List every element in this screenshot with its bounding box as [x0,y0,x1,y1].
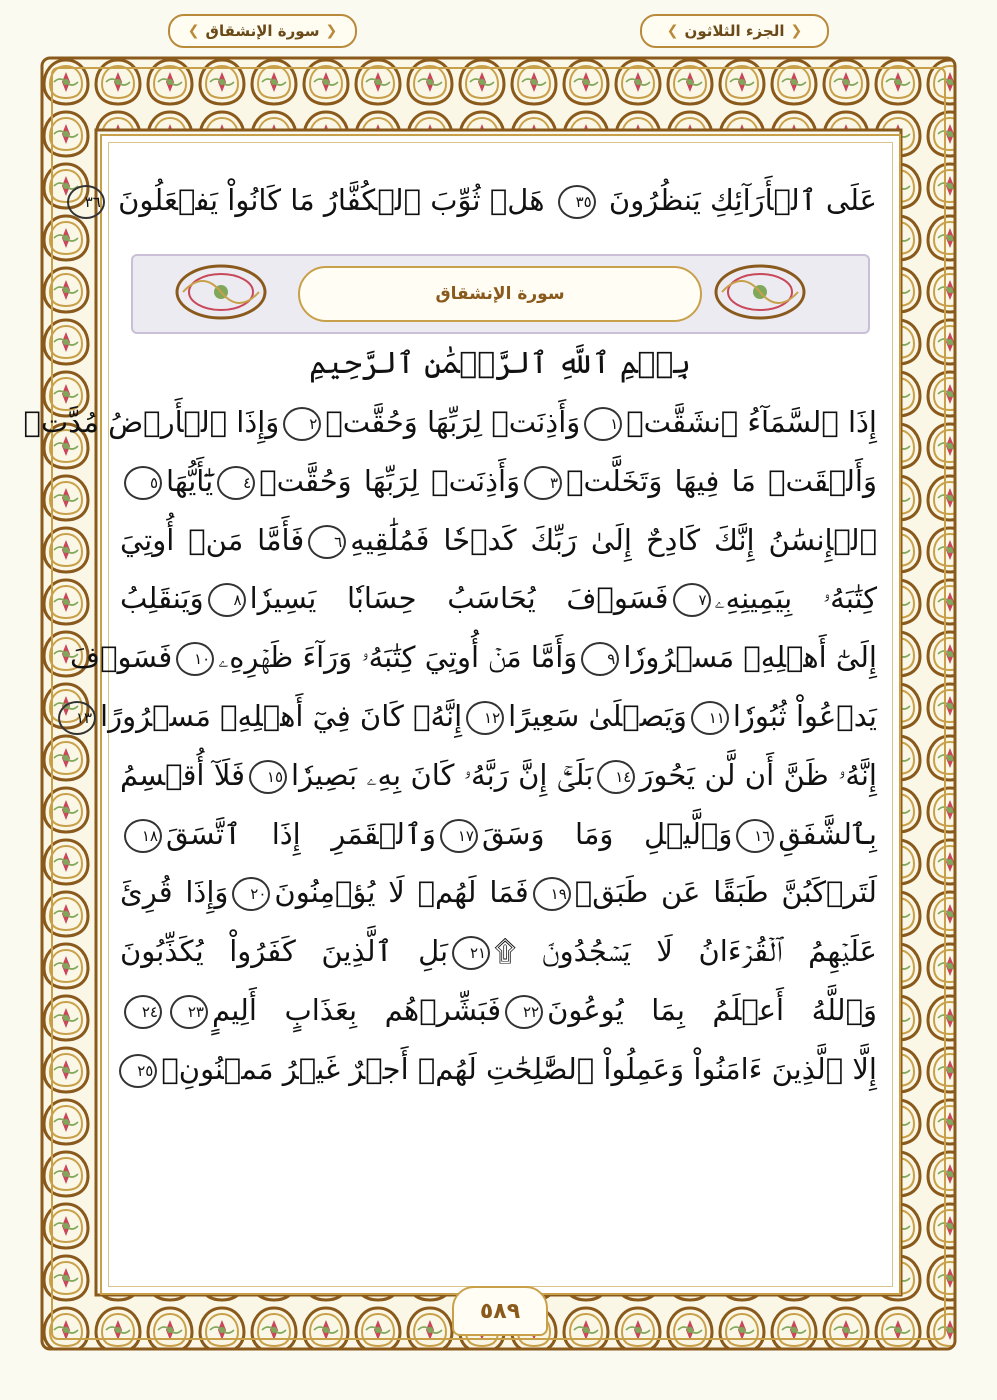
ayah-number-marker: ٩ [581,642,619,676]
verse-line [120,451,877,511]
floral-ornament-icon [712,262,808,322]
verse-text: وَإِذَا ٱلۡأَرۡضُ مُدَّتۡ [23,405,280,439]
verse-text: هَلۡ ثُوِّبَ ٱلۡكُفَّارُ مَا كَانُواْ يَفۡعَلُونَ [118,183,545,217]
ayah-number-marker: ٤ [217,466,255,500]
ayah-number-marker: ٨ [208,583,246,617]
verse-text: ٱلۡإِنسَٰنُ إِنَّكَ كَادِحٌ إِلَىٰ رَبِّكَ كَدۡحٗا فَمُلَٰقِيهِ [350,522,878,557]
curl-ornament-icon: ❮ [187,23,200,39]
verse-text: وَأَمَّا مَنۡ أُوتِيَ كِتَٰبَهُۥ وَرَآءَ ظَهۡرِهِۦ [218,640,578,675]
surah-title: سورة الإنشقاق [435,284,565,304]
verse-text: فَسَوۡفَ يُحَاسَبُ حِسَابٗا يَسِيرٗا [249,581,669,616]
verse-text: يَدۡعُواْ ثُبُورٗا [732,699,877,733]
ayah-number-marker: ٢٥ [119,1054,157,1088]
ayah-number-marker: ٢٤ [124,995,162,1029]
verse-line [120,1039,877,1099]
ayah-number-marker: ١٠ [176,642,214,676]
verse-text: وَأَذِنَتۡ لِرَبِّهَا وَحُقَّتۡ [325,405,581,439]
ayah-number-marker: ١٩ [533,877,571,911]
curl-ornament-icon: ❯ [790,23,803,39]
verse-line [120,510,877,570]
top-verse-line [84,170,877,230]
verse-line [120,980,877,1040]
curl-ornament-icon: ❮ [666,23,679,39]
ayah-number-marker: ٥ [124,466,162,500]
verse-text: بَلِ ٱلَّذِينَ كَفَرُواْ يُكَذِّبُونَ [120,934,449,969]
ayah-number-marker: ٢١ [452,936,490,970]
verse-text: إِلَّا ٱلَّذِينَ ءَامَنُواْ وَعَمِلُواْ ٱلصَّٰلِحَٰتِ لَهُمۡ أَجۡرٌ غَيۡرُ مَمۡنُونِۭ [161,1051,877,1086]
verse-text: وَيَنقَلِبُ [120,581,204,616]
verse-text: لَتَرۡكَبُنَّ طَبَقًا عَن طَبَقٖ [574,875,877,910]
verse-line [120,921,877,981]
basmala: بِسۡمِ ٱللَّهِ ٱلرَّحۡمَٰنِ ٱلرَّحِيمِ [309,346,691,381]
ayah-number-marker: ٢٢ [505,995,543,1029]
verse-text: بَلَىٰٓۚ إِنَّ رَبَّهُۥ كَانَ بِهِۦ بَصِيرٗا [291,757,594,792]
ayah-number-marker: ١٧ [440,819,478,853]
verse-line [23,392,877,452]
ayah-number-marker: ٣ [524,466,562,500]
ayah-number-marker: ١١ [691,701,729,735]
verse-text: إِنَّهُۥ كَانَ فِيٓ أَهۡلِهِۦ مَسۡرُورًا [100,699,463,733]
ayah-number-marker: ٦ [308,525,346,559]
verse-text: وَأَذِنَتۡ لِرَبِّهَا وَحُقَّتۡ [259,463,521,498]
verse-text: يَٰٓأَيُّهَا [166,463,214,498]
ayah-number-marker: ١٦ [736,819,774,853]
surah-banner [131,254,870,334]
verse-text: وَأَلۡقَتۡ مَا فِيهَا وَتَخَلَّتۡ [566,463,877,498]
juz-label-text: الجزء الثلاثون [684,22,785,40]
verse-text: وَإِذَا قُرِئَ [120,875,229,910]
page-number: ٥٨٩ [479,1298,521,1324]
ayah-number-marker: ١ [584,407,622,441]
verse-text: فَمَا لَهُمۡ لَا يُؤۡمِنُونَ [274,875,529,910]
verse-text: كِتَٰبَهُۥ بِيَمِينِهِۦ [714,581,878,616]
verse-text: فَأَمَّا مَنۡ أُوتِيَ [120,522,305,557]
verse-line [75,686,877,746]
verse-text: إِذَا ٱلسَّمَآءُ ٱنشَقَّتۡ [626,405,877,439]
verse-text: عَلَى ٱلۡأَرَآئِكِ يَنظُرُونَ [608,183,877,217]
ayah-number-marker: ١٣ [58,701,96,735]
surah-label-text: سورة الإنشقاق [205,22,320,40]
verse-line [120,804,877,864]
ayah-number-marker: ٧ [673,583,711,617]
verse-text: إِلَىٰٓ أَهۡلِهِۦ مَسۡرُورٗا [623,640,877,675]
verse-line [70,627,877,687]
ayah-number-marker: ٣٦ [67,185,105,219]
verse-text: فَبَشِّرۡهُم بِعَذَابٍ أَلِيمٍ [212,993,502,1027]
verse-text: إِنَّهُۥ ظَنَّ أَن لَّن يَحُورَ [639,757,877,792]
verse-line [120,862,877,922]
ayah-number-marker: ٢٠ [232,877,270,911]
ayah-number-marker: ١٨ [124,819,162,853]
ayah-number-marker: ٢ [283,407,321,441]
verse-text: وَٱللَّهُ أَعۡلَمُ بِمَا يُوعُونَ [547,993,877,1027]
verse-text: بِٱلشَّفَقِ [778,816,877,851]
verse-text: وَٱلَّيۡلِ وَمَا وَسَقَ [481,816,733,851]
ayah-number-marker: ٢٣ [170,995,208,1029]
surah-label [168,14,357,48]
juz-label [640,14,829,48]
page-number-box [452,1286,548,1336]
ayah-number-marker: ١٤ [597,760,635,794]
verse-text: وَيَصۡلَىٰ سَعِيرًا [508,699,687,733]
verse-text: فَسَوۡفَ [70,640,173,675]
verse-line [120,745,877,805]
verse-line [120,568,877,628]
floral-ornament-icon [173,262,269,322]
ayah-number-marker: ١٢ [466,701,504,735]
verse-text: فَلَآ أُقۡسِمُ [120,757,246,792]
surah-title-box [298,266,702,322]
ayah-number-marker: ١٥ [249,760,287,794]
verse-text: عَلَيۡهِمُ ٱلۡقُرۡءَانُ لَا يَسۡجُدُونَۤ ۩ [494,934,877,969]
ayah-number-marker: ٣٥ [558,185,596,219]
curl-ornament-icon: ❯ [325,23,338,39]
verse-text: وَٱلۡقَمَرِ إِذَا ٱتَّسَقَ [166,816,436,851]
